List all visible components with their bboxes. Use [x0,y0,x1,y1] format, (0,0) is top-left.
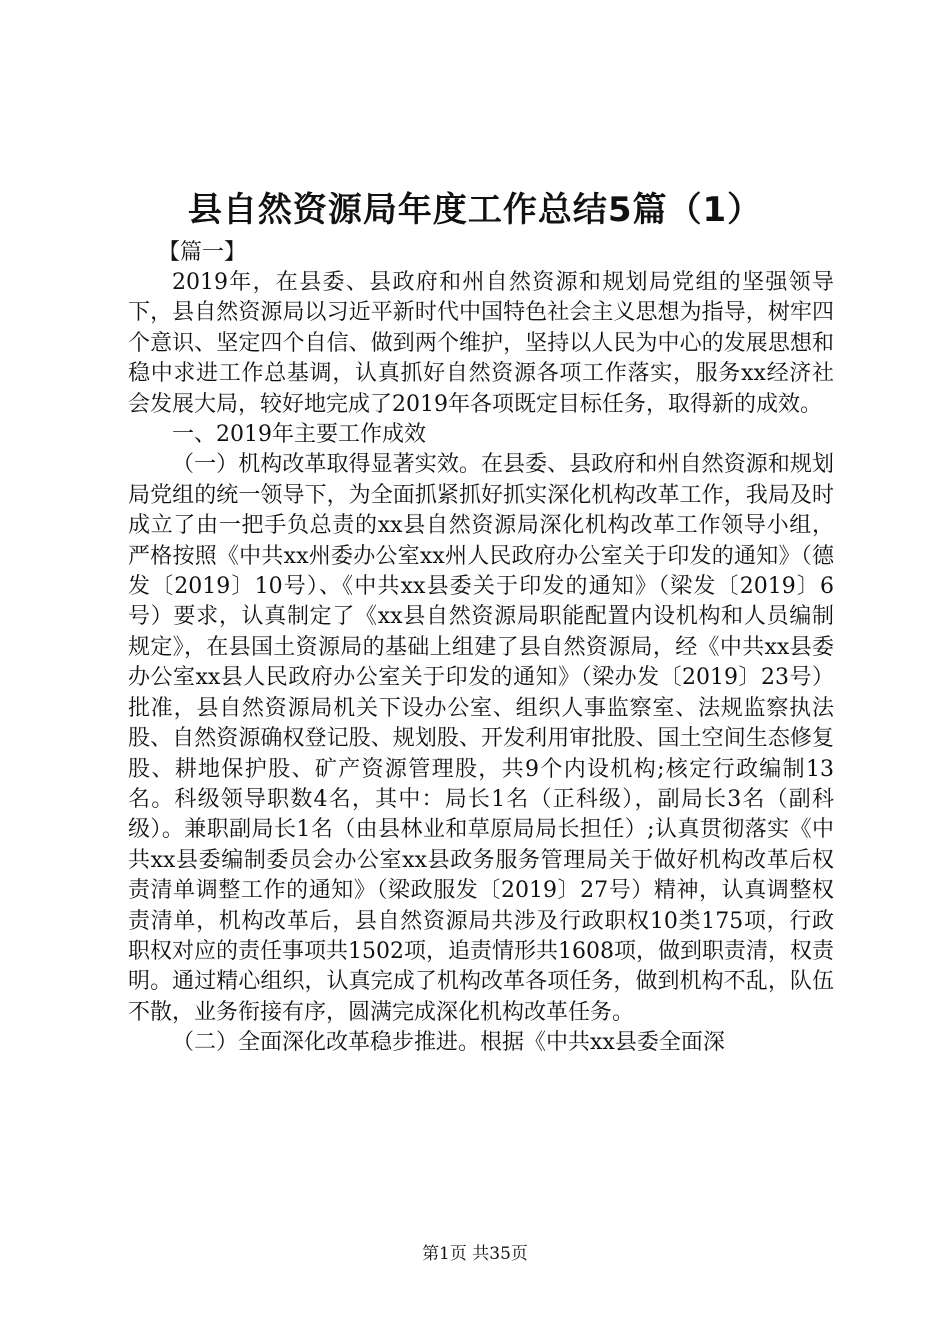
page-footer: 第1页 共35页 [422,1244,528,1264]
section-label: 【篇一】 [158,240,247,265]
paragraph: （一）机构改革取得显著实效。在县委、县政府和州自然资源和规划局党组的统一领导下，为全面抓紧抓好抓实深化机构改革工作，我局及时成立了由一把手负总责的xx县自然资源局深化机构改革工作领导小组，严格按照《中共xx州委办公室xx州人民政府办公室关于印发的通知》（德发〔2019〕10号）、《中共xx县委关于印发的通知》（梁发〔2019〕6号）要求，认真制定了《xx县自然资源局职能配置内设机构和人员编制规定》，在县国土资源局的基础上组建了县自然资源局，经《中共xx县委办公室xx县人民政府办公室关于印发的通知》（梁办发〔2019〕23号）批准，县自然资源局机关下设办公室、组织人事监察室、法规监察执法股、自然资源确权登记股、规划股、开发利用审批股、国土空间生态修复股、耕地保护股、矿产资源管理股，共9个内设机构;核定行政编制13名。科级领导职数4名，其中：局长1名（正科级），副局长3名（副科级）。兼职副局长1名（由县林业和草原局局长担任）;认真贯彻落实《中共xx县委编制委员会办公室xx县政务服务管理局关于做好机构改革后权责清单调整工作的通知》（梁政服发〔2019〕27号）精神，认真调整权责清单，机构改革后，县自然资源局共涉及行政职权10类175项，行政职权对应的责任事项共1502项，追责情形共1608项，做到职责清，权责明。通过精心组织，认真完成了机构改革各项任务，做到机构不乱，队伍不散，业务衔接有序，圆满完成深化机构改革任务。 [128,452,834,1025]
section-heading: 一、2019年主要工作成效 [172,422,426,448]
document-body [128,268,834,1059]
document-title: 县自然资源局年度工作总结5篇（1） [187,190,763,230]
paragraph: 2019年，在县委、县政府和州自然资源和规划局党组的坚强领导下，县自然资源局以习近平新时代中国特色社会主义思想为指导，树牢四个意识、坚定四个自信、做到两个维护，坚持以人民为中心的发展思想和稳中求进工作总基调，认真抓好自然资源各项工作落实，服务xx经济社会发展大局，较好地完成了2019年各项既定目标任务，取得新的成效。 [128,270,834,417]
paragraph: （二）全面深化改革稳步推进。根据《中共xx县委全面深 [172,1030,725,1056]
